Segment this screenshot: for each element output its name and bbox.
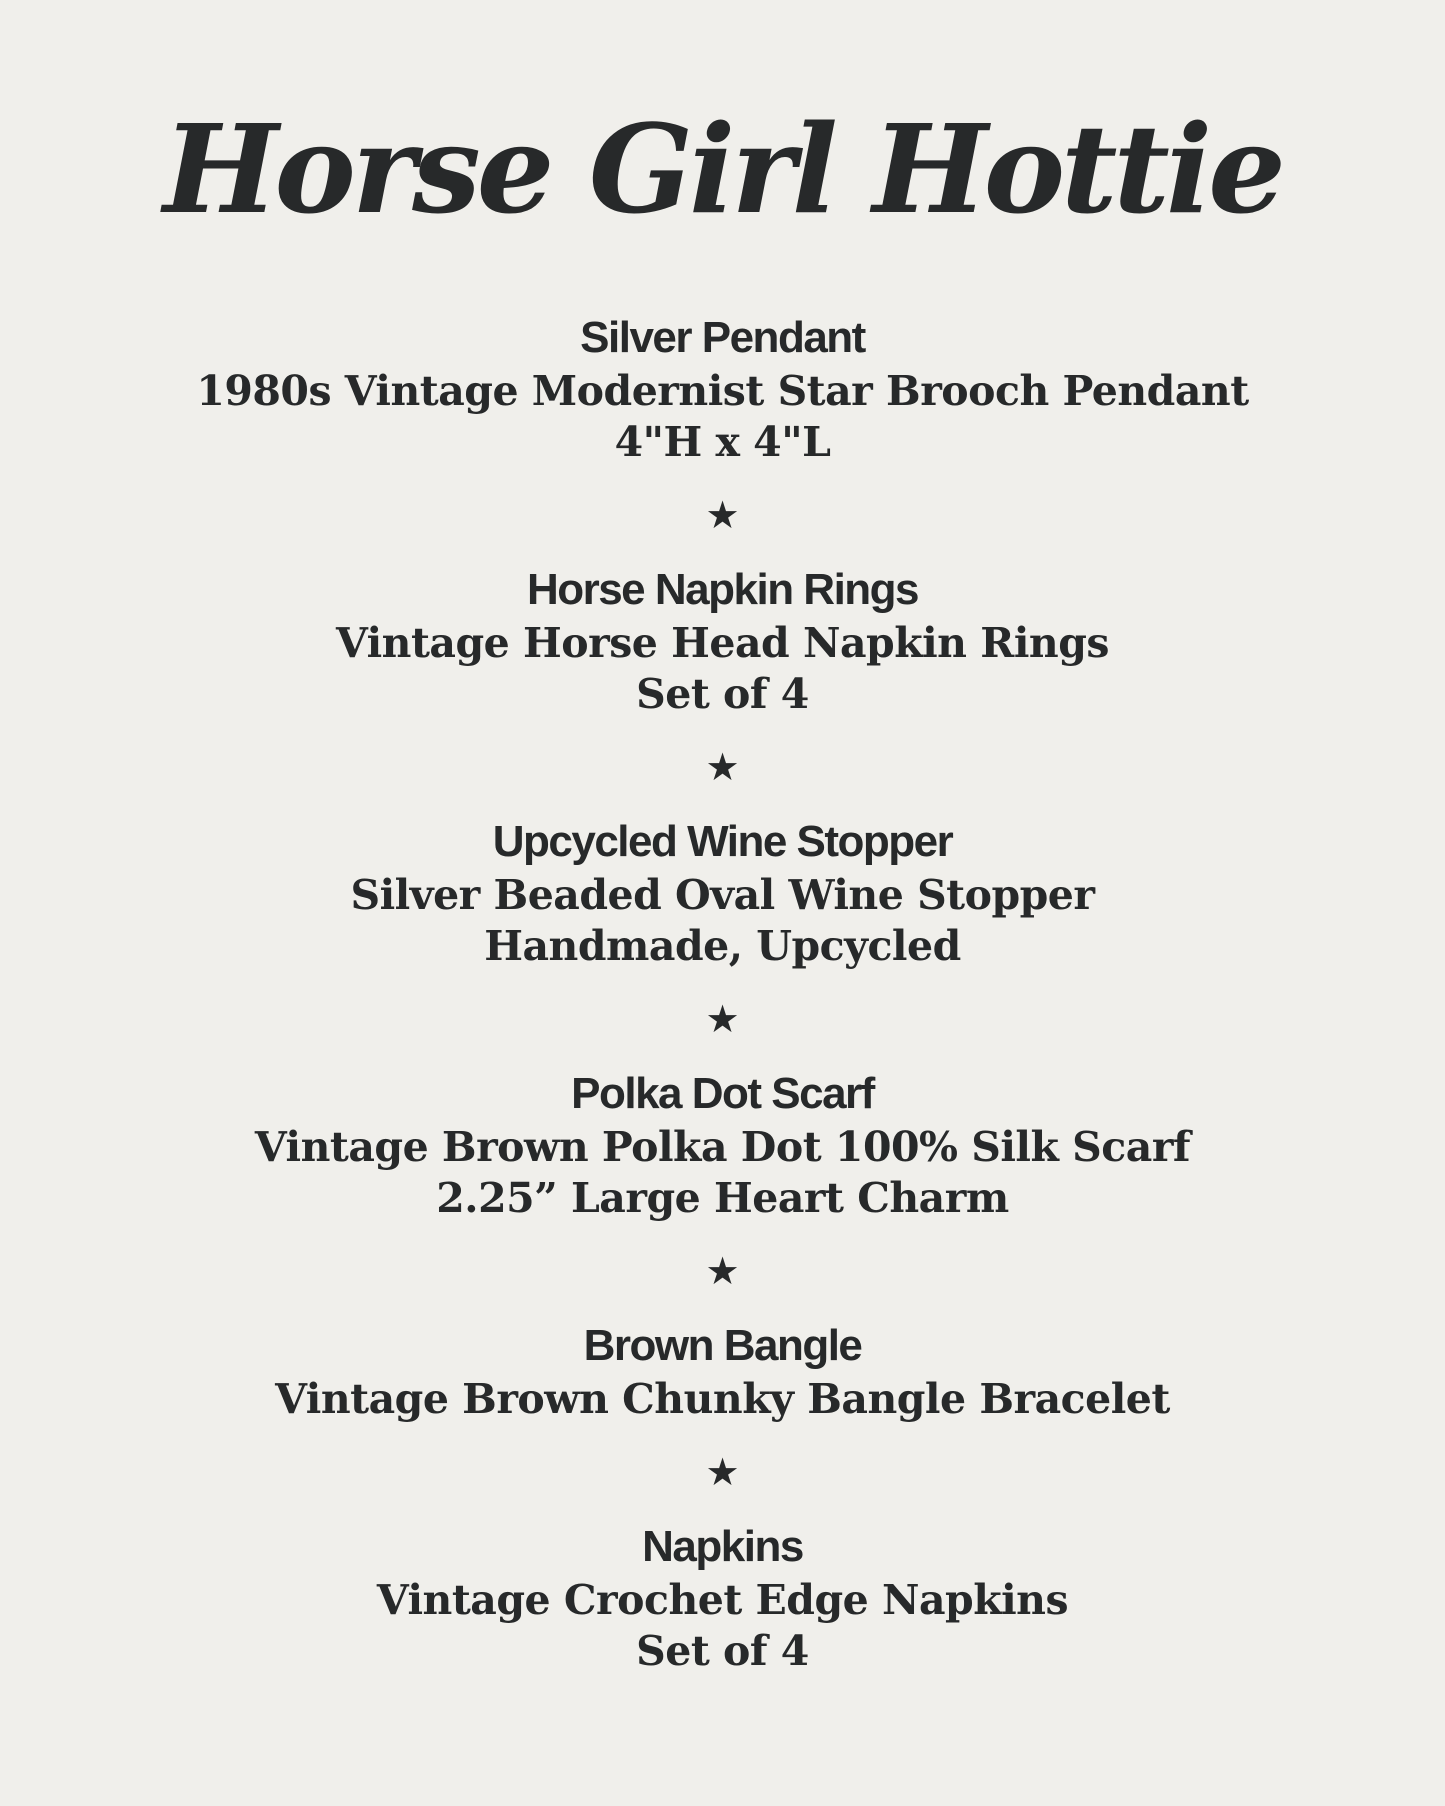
item-description-line: 4"H x 4"L xyxy=(614,418,831,466)
star-icon: ★ xyxy=(705,997,740,1041)
star-icon: ★ xyxy=(705,493,740,537)
item-title: Horse Napkin Rings xyxy=(526,565,919,614)
list-item xyxy=(336,562,1109,720)
item-description-line: Vintage Brown Polka Dot 100% Silk Scarf xyxy=(254,1123,1191,1171)
item-description-line: Vintage Horse Head Napkin Rings xyxy=(336,619,1109,667)
item-description-line: 1980s Vintage Modernist Star Brooch Pendant xyxy=(196,367,1249,415)
page-title: Horse Girl Hottie xyxy=(163,97,1282,241)
item-title: Silver Pendant xyxy=(580,313,865,362)
item-description-line: 2.25” Large Heart Charm xyxy=(436,1174,1009,1222)
item-description-line: Handmade, Upcycled xyxy=(484,922,961,970)
item-title: Upcycled Wine Stopper xyxy=(492,817,953,866)
list-item xyxy=(196,310,1248,468)
star-icon: ★ xyxy=(705,1249,740,1293)
item-title: Brown Bangle xyxy=(583,1321,862,1370)
item-description-line: Vintage Crochet Edge Napkins xyxy=(376,1576,1069,1624)
list-item xyxy=(275,1318,1170,1425)
item-title: Napkins xyxy=(642,1522,803,1571)
list-item xyxy=(377,1519,1068,1677)
item-description-line: Set of 4 xyxy=(636,670,809,718)
list-item xyxy=(351,814,1095,972)
item-description-line: Vintage Brown Chunky Bangle Bracelet xyxy=(275,1375,1170,1423)
star-icon: ★ xyxy=(705,745,740,789)
item-title: Polka Dot Scarf xyxy=(571,1069,874,1118)
star-icon: ★ xyxy=(705,1450,740,1494)
list-item xyxy=(255,1066,1190,1224)
item-description-line: Silver Beaded Oval Wine Stopper xyxy=(350,871,1095,919)
item-description-line: Set of 4 xyxy=(636,1627,809,1675)
